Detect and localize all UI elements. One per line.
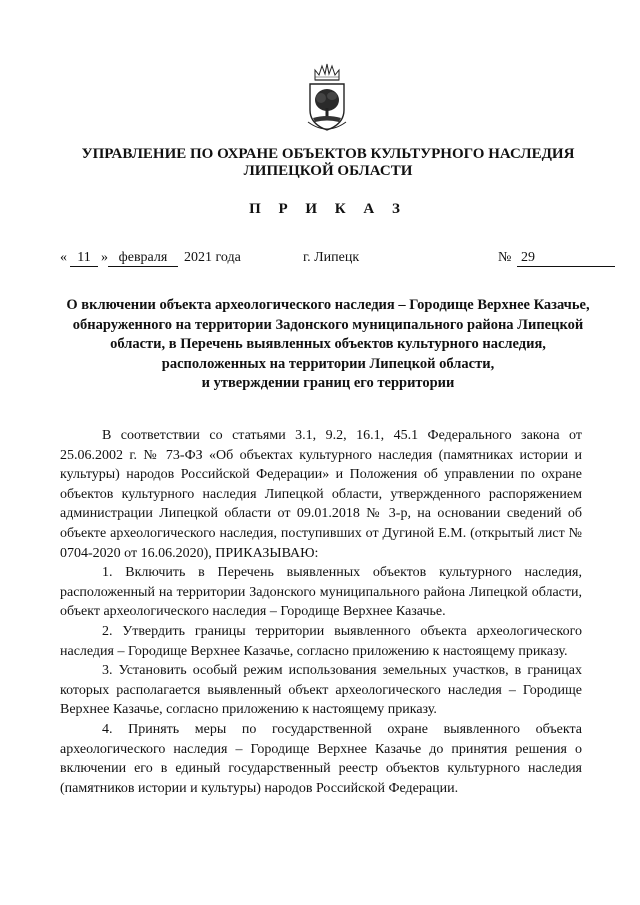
preamble-paragraph: В соответствии со статьями 3.1, 9.2, 16.1, 45.1 Федерального закона от 25.06.2002 г. № 73-ФЗ «Об объектах культурного наследия (памятниках истории и культуры) народов Российской Федерации» и Положения об управлении по охране объектов культурного наследия Липецкой области, утвержденного распоряжением администрации Липецкой области от 09.01.2018 № 3-р, на основании сведений об объекте археологического наследия, поступивших от Дугиной Е.М. (открытый лист № 0704-2020 от 16.06.2020), ПРИКАЗЫВАЮ: (60, 428, 582, 561)
date-day-field (70, 249, 98, 267)
order-item-4: 4. Принять меры по государственной охране выявленного объекта археологического наследия – Городище Верхнее Казачье до принятия решения о включении его в единый государственный реестр объектов культурного наследия (памятников истории и культуры) народов Российской Федерации. (60, 721, 582, 796)
date-close-quote: » (101, 250, 108, 265)
document-city: г. Липецк (303, 250, 360, 265)
order-item-3: 3. Установить особый режим использования земельных участков, в границах которых располагается выявленный объект археологического наследия – Городище Верхнее Казачье, согласно приложению к настоящему приказу. (60, 663, 582, 718)
date-open-quote: « (60, 250, 67, 265)
organization-name-line-1: УПРАВЛЕНИЕ ПО ОХРАНЕ ОБЪЕКТОВ КУЛЬТУРНОГО НАСЛЕДИЯ (81, 146, 575, 162)
document-type-heading: П Р И К А З (249, 201, 407, 217)
title-line-4: расположенных на территории Липецкой области, (161, 355, 495, 372)
title-line-2: обнаруженного на территории Задонского муниципального района Липецкой (72, 316, 584, 333)
organization-name-line-2: ЛИПЕЦКОЙ ОБЛАСТИ (243, 163, 413, 179)
document-body (60, 426, 582, 798)
order-item-1: 1. Включить в Перечень выявленных объектов культурного наследия, расположенный на территории Задонского муниципального района Липецкой области, объект археологического наследия – Городище Верхнее Казачье. (60, 565, 582, 620)
title-line-5: и утверждении границ его территории (201, 375, 455, 391)
document-number: 29 (517, 250, 615, 267)
document-title (60, 296, 596, 394)
date-year: 2021 года (184, 250, 241, 265)
title-line-1: О включении объекта археологического наследия – Городище Верхнее Казачье, (66, 297, 590, 313)
date-month: февраля (108, 250, 178, 267)
number-sign: № (498, 250, 512, 265)
order-item-2: 2. Утвердить границы территории выявленного объекта археологического наследия – Городище Верхнее Казачье, согласно приложению к настоящему приказу. (60, 623, 582, 659)
document-number-field (517, 249, 615, 267)
date-day: 11 (70, 250, 98, 267)
coat-of-arms-emblem (303, 62, 351, 134)
date-month-field (108, 249, 178, 267)
title-line-3: области, в Перечень выявленных объектов культурного наследия, (110, 336, 546, 352)
